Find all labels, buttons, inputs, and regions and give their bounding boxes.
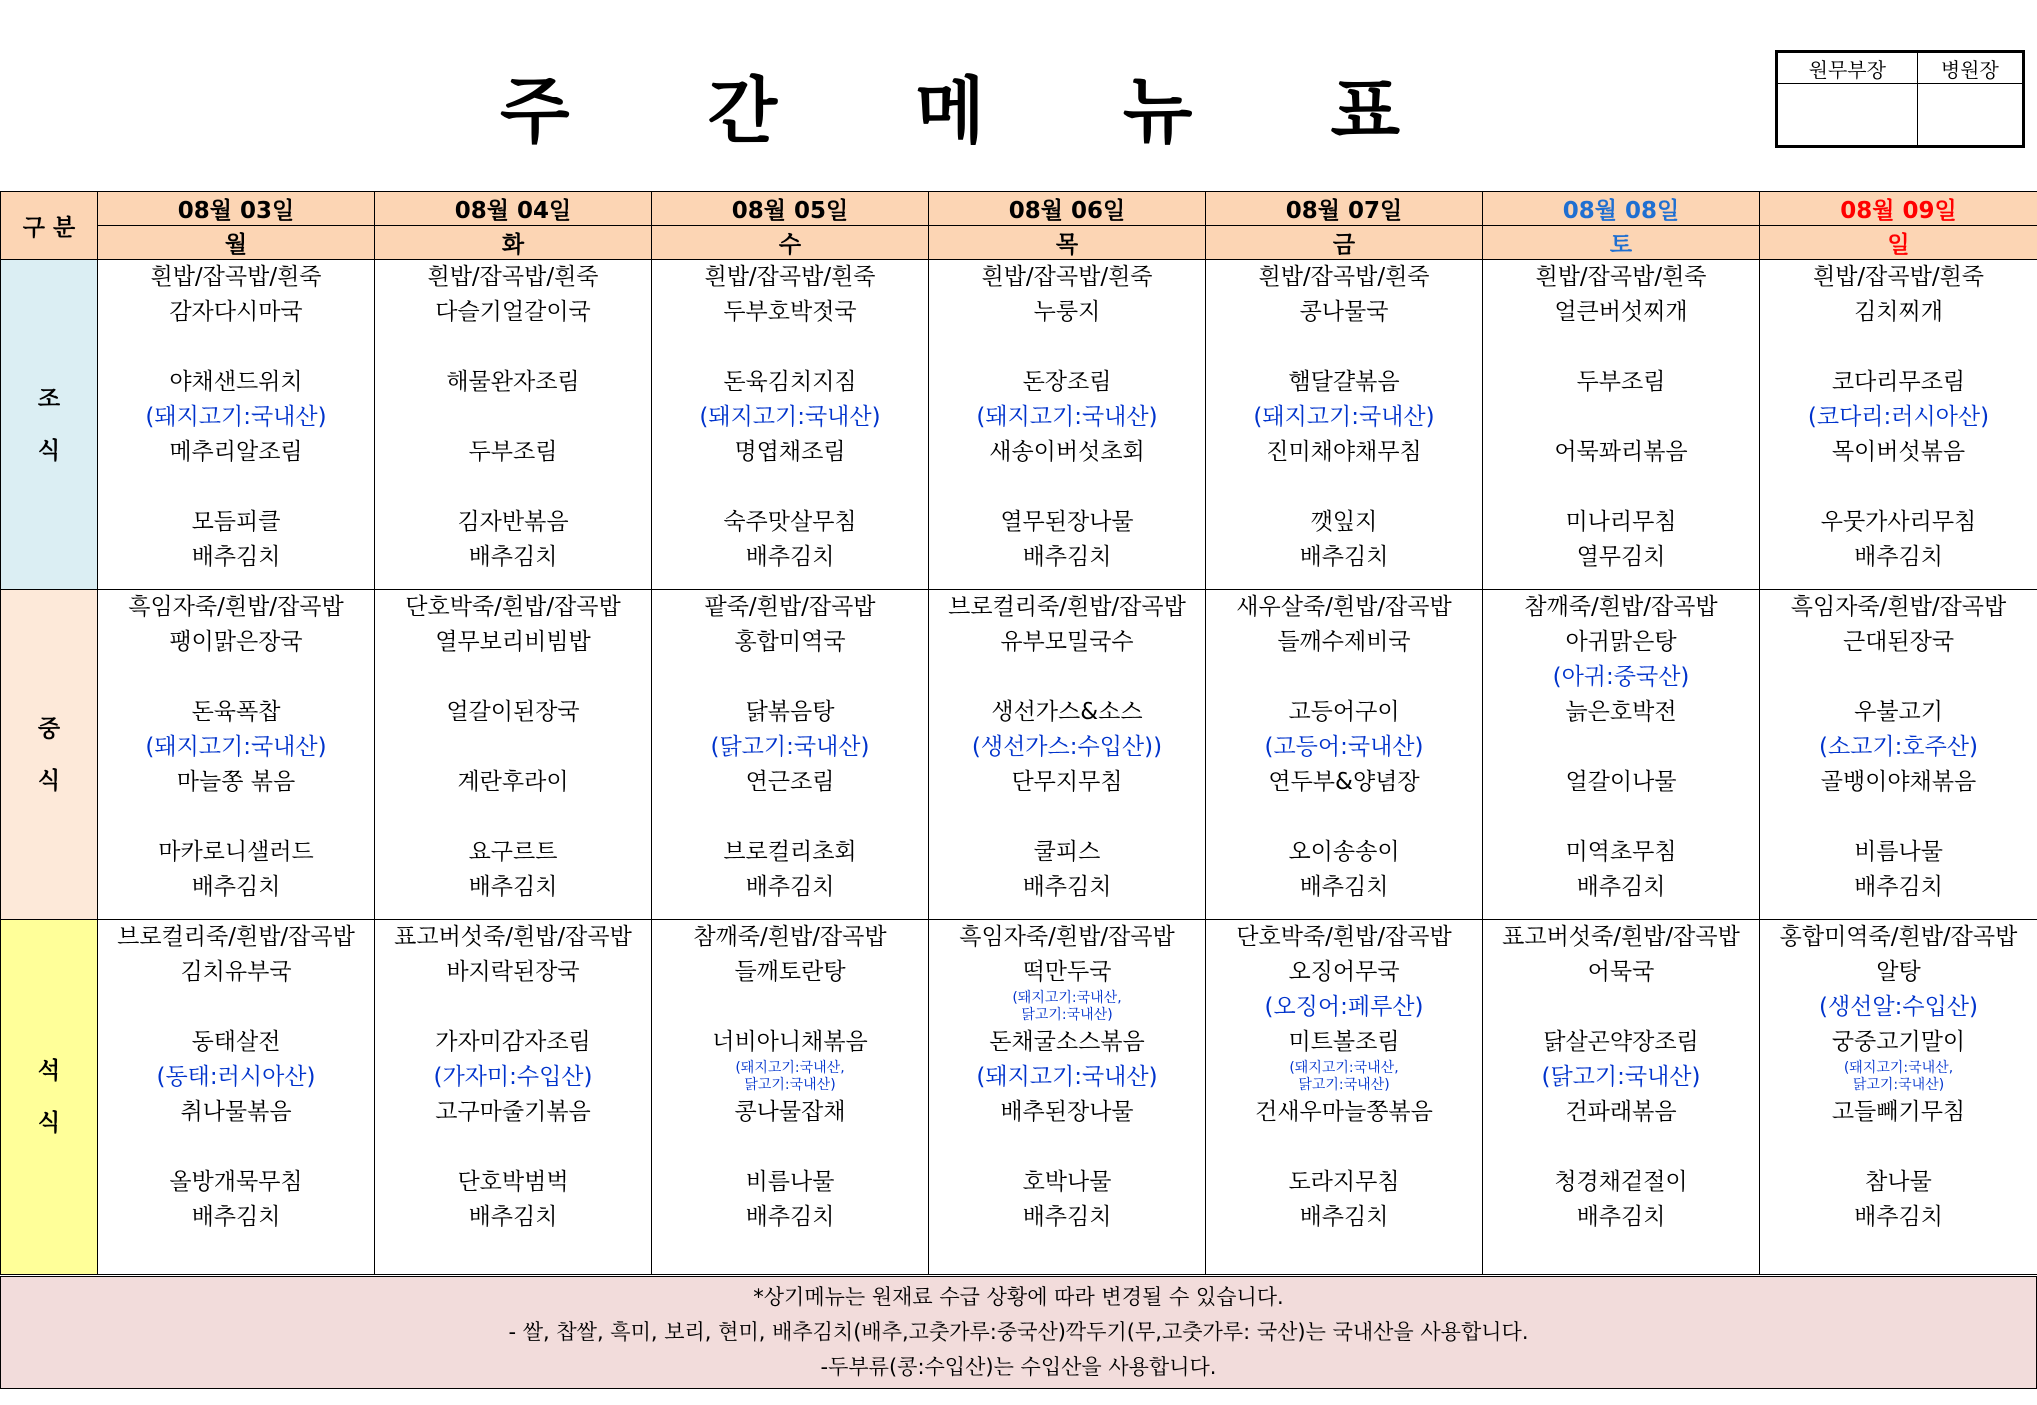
- menu-item: 햄달걀볶음: [1288, 369, 1400, 395]
- menu-item: 배추김치: [1299, 544, 1389, 570]
- menu-cell: [1760, 590, 2037, 920]
- menu-item: 흰밥/잡곡밥/흰죽: [1258, 264, 1430, 290]
- menu-item: 새송이버섯초회: [989, 439, 1145, 465]
- menu-item: 돈장조림: [1022, 369, 1112, 395]
- menu-item: 흰밥/잡곡밥/흰죽: [704, 264, 876, 290]
- title-char: 주: [500, 69, 570, 153]
- menu-item: 취나물볶음: [180, 1099, 292, 1125]
- day-weekday: 화: [375, 226, 652, 260]
- menu-cell: [652, 590, 929, 920]
- footer-notes: [0, 1276, 2037, 1389]
- menu-cell: [1483, 260, 1760, 590]
- approval-label-1: 원무부장: [1777, 52, 1918, 84]
- menu-item: 단호박죽/흰밥/잡곡밥: [405, 594, 621, 620]
- menu-item: 참나물: [1865, 1169, 1932, 1195]
- menu-item: 코다리무조림: [1831, 369, 1966, 395]
- footer-note: - 쌀, 찹쌀, 흑미, 보리, 현미, 배추김치(배추,고춧가루:중국산)깍두기(무,고춧가루: 국산)는 국내산을 사용합니다.: [508, 1320, 1529, 1344]
- menu-cell: [929, 920, 1206, 1275]
- menu-item: 배추김치: [468, 874, 558, 900]
- menu-item: 연근조림: [745, 769, 835, 795]
- menu-item: 배추김치: [745, 1204, 835, 1230]
- menu-item: 참깨죽/흰밥/잡곡밥: [1524, 594, 1718, 620]
- menu-item: 도라지무침: [1288, 1169, 1400, 1195]
- menu-item: 얼갈이나물: [1565, 769, 1677, 795]
- origin-note: (돼지고기:국내산): [145, 734, 327, 760]
- menu-item: 브로컬리초회: [723, 839, 857, 865]
- menu-cell: [98, 260, 375, 590]
- menu-cell: [98, 920, 375, 1275]
- menu-item: 떡만두국: [1022, 959, 1112, 985]
- menu-item: 두부조림: [1576, 369, 1666, 395]
- menu-item: 요구르트: [468, 839, 558, 865]
- menu-cell: [375, 260, 652, 590]
- menu-item: 열무김치: [1576, 544, 1666, 570]
- origin-note: (동태:러시아산): [156, 1064, 316, 1090]
- day-date: 08월 06일: [929, 192, 1206, 226]
- meal-row: [1, 590, 2037, 920]
- menu-item: 배추김치: [1022, 544, 1112, 570]
- meal-label-char: 조: [37, 385, 61, 412]
- day-weekday: 토: [1483, 226, 1760, 260]
- title-char: 메: [915, 69, 985, 153]
- menu-cell: [375, 920, 652, 1275]
- meal-label: [1, 920, 98, 1275]
- origin-note: (닭고기:국내산): [710, 734, 870, 760]
- menu-cell: [375, 590, 652, 920]
- menu-cell: [652, 920, 929, 1275]
- menu-item: 참깨죽/흰밥/잡곡밥: [693, 924, 887, 950]
- menu-item: 우불고기: [1854, 699, 1943, 725]
- day-date: 08월 04일: [375, 192, 652, 226]
- menu-item: 팽이맑은장국: [169, 629, 303, 655]
- header-weekday-row: [1, 226, 2037, 260]
- origin-note: 닭고기:국내산): [1021, 1007, 1113, 1023]
- menu-item: 열무된장나물: [1000, 509, 1134, 535]
- origin-note: (돼지고기:국내산,: [1843, 1060, 1954, 1076]
- origin-note: (돼지고기:국내산): [976, 404, 1158, 430]
- meal-label-char: 중: [37, 715, 61, 742]
- menu-item: 명엽채조림: [734, 439, 846, 465]
- origin-note: 닭고기:국내산): [744, 1077, 836, 1093]
- menu-item: 브로컬리죽/흰밥/잡곡밥: [948, 594, 1186, 620]
- menu-item: 배추김치: [191, 1204, 281, 1230]
- menu-item: 해물완자조림: [446, 369, 580, 395]
- menu-item: 단호박범벅: [457, 1169, 569, 1195]
- menu-item: 건새우마늘쫑볶음: [1255, 1099, 1433, 1125]
- menu-item: 얼큰버섯찌개: [1554, 299, 1688, 325]
- day-date: 08월 05일: [652, 192, 929, 226]
- title-char: 표: [1330, 69, 1400, 153]
- menu-item: 배추김치: [191, 874, 281, 900]
- meal-label-char: 석: [37, 1058, 61, 1084]
- origin-note: 닭고기:국내산): [1852, 1077, 1945, 1093]
- menu-cell: [652, 260, 929, 590]
- approval-label-2: 병원장: [1917, 52, 2023, 84]
- menu-item: 다슬기얼갈이국: [435, 299, 591, 325]
- menu-item: 김자반볶음: [457, 509, 569, 535]
- menu-cell: [1206, 260, 1483, 590]
- menu-item: 계란후라이: [457, 769, 569, 795]
- day-weekday: 월: [98, 226, 375, 260]
- menu-item: 배추김치: [1299, 874, 1389, 900]
- menu-item: 바지락된장국: [446, 959, 580, 985]
- meal-label: [1, 590, 98, 920]
- gubun-header: 구 분: [1, 192, 98, 260]
- menu-item: 흑임자죽/흰밥/잡곡밥: [128, 594, 344, 620]
- menu-item: 흰밥/잡곡밥/흰죽: [427, 264, 599, 290]
- menu-item: 우뭇가사리무침: [1820, 509, 1977, 535]
- menu-item: 알탕: [1876, 959, 1921, 985]
- day-weekday: 금: [1206, 226, 1483, 260]
- menu-item: 메추리알조림: [169, 439, 303, 465]
- menu-item: 목이버섯볶음: [1831, 439, 1966, 465]
- menu-item: 연두부&양념장: [1268, 769, 1420, 795]
- header-date-row: [1, 192, 2037, 226]
- menu-item: 들깨수제비국: [1277, 629, 1411, 655]
- menu-item: 배추김치: [468, 544, 558, 570]
- menu-item: 김치찌개: [1854, 299, 1943, 325]
- menu-item: 호박나물: [1022, 1169, 1112, 1195]
- menu-item: 유부모밀국수: [1000, 629, 1134, 655]
- weekly-menu-table: [0, 191, 2037, 1275]
- meal-label-char: 식: [37, 767, 61, 794]
- menu-item: 고등어구이: [1288, 699, 1400, 725]
- menu-item: 야채샌드위치: [169, 369, 303, 395]
- origin-note: 닭고기:국내산): [1298, 1077, 1390, 1093]
- day-date: 08월 03일: [98, 192, 375, 226]
- menu-item: 배추김치: [745, 874, 835, 900]
- menu-item: 배추김치: [1022, 874, 1112, 900]
- menu-item: 얼갈이된장국: [446, 699, 580, 725]
- menu-cell: [98, 590, 375, 920]
- menu-item: 미나리무침: [1565, 509, 1677, 535]
- origin-note: (생선가스:수입산)): [971, 734, 1163, 760]
- menu-item: 어묵국: [1587, 959, 1655, 985]
- menu-item: 건파래볶음: [1565, 1099, 1677, 1125]
- menu-cell: [929, 260, 1206, 590]
- menu-item: 근대된장국: [1842, 629, 1955, 655]
- menu-item: 배추된장나물: [1000, 1099, 1134, 1125]
- menu-item: 고들빼기무침: [1831, 1099, 1966, 1125]
- menu-item: 열무보리비빔밥: [435, 629, 591, 655]
- menu-cell: [1206, 590, 1483, 920]
- origin-note: (돼지고기:국내산): [1253, 404, 1435, 430]
- footer-note: *상기메뉴는 원재료 수급 상황에 따라 변경될 수 있습니다.: [753, 1285, 1284, 1309]
- menu-item: 닭볶음탕: [745, 699, 835, 725]
- menu-cell: [1483, 590, 1760, 920]
- meal-label-char: 식: [37, 437, 61, 464]
- origin-note: (돼지고기:국내산): [699, 404, 881, 430]
- menu-cell: [1483, 920, 1760, 1275]
- approval-box: [1775, 50, 2025, 148]
- origin-note: (생선알:수입산): [1818, 994, 1978, 1020]
- menu-item: 어묵꽈리볶음: [1554, 439, 1688, 465]
- menu-item: 배추김치: [191, 544, 281, 570]
- title-char: 뉴: [1122, 69, 1193, 153]
- menu-item: 닭살곤약장조림: [1543, 1029, 1699, 1055]
- menu-item: 오징어무국: [1288, 959, 1400, 985]
- menu-item: 돈채굴소스볶음: [989, 1029, 1145, 1055]
- menu-item: 누룽지: [1033, 299, 1101, 325]
- menu-item: 올방개묵무침: [169, 1169, 303, 1195]
- menu-item: 브로컬리죽/흰밥/잡곡밥: [117, 924, 355, 950]
- menu-item: 미역초무침: [1565, 839, 1677, 865]
- menu-item: 생선가스&소스: [991, 699, 1143, 725]
- menu-item: 가자미감자조림: [435, 1029, 591, 1055]
- menu-item: 배추김치: [1854, 874, 1943, 900]
- menu-item: 팥죽/흰밥/잡곡밥: [704, 594, 876, 620]
- menu-item: 늙은호박전: [1565, 699, 1677, 725]
- menu-item: 흰밥/잡곡밥/흰죽: [1535, 264, 1707, 290]
- menu-item: 표고버섯죽/흰밥/잡곡밥: [1502, 924, 1740, 950]
- menu-item: 모듬피클: [191, 509, 281, 535]
- menu-item: 미트볼조림: [1288, 1029, 1400, 1055]
- origin-note: (돼지고기:국내산,: [1012, 990, 1122, 1006]
- menu-item: 배추김치: [745, 544, 835, 570]
- origin-note: (소고기:호주산): [1818, 734, 1978, 760]
- menu-item: 배추김치: [1299, 1204, 1389, 1230]
- origin-note: (코다리:러시아산): [1807, 404, 1990, 430]
- origin-note: (돼지고기:국내산): [145, 404, 327, 430]
- meal-label-char: 식: [37, 1110, 61, 1136]
- menu-item: 마늘쫑 볶음: [176, 769, 296, 795]
- footer-note: -두부류(콩:수입산)는 수입산을 사용합니다.: [820, 1355, 1217, 1379]
- origin-note: (돼지고기:국내산,: [1289, 1060, 1399, 1076]
- title-char: 간: [707, 69, 778, 153]
- menu-item: 들깨토란탕: [734, 959, 846, 985]
- origin-note: (닭고기:국내산): [1541, 1064, 1701, 1090]
- meal-label: [1, 260, 98, 590]
- menu-item: 오이송송이: [1288, 839, 1400, 865]
- origin-note: (오징어:페루산): [1264, 994, 1424, 1020]
- menu-item: 마카로니샐러드: [158, 839, 314, 865]
- menu-item: 홍합미역죽/흰밥/잡곡밥: [1779, 924, 2018, 950]
- menu-item: 단무지무침: [1011, 769, 1123, 795]
- menu-item: 흑임자죽/흰밥/잡곡밥: [959, 924, 1175, 950]
- menu-cell: [1206, 920, 1483, 1275]
- approval-sign-2[interactable]: [1917, 84, 2023, 147]
- day-date: 08월 09일: [1760, 192, 2037, 226]
- menu-item: 진미채야채무침: [1266, 439, 1422, 465]
- day-date: 08월 08일: [1483, 192, 1760, 226]
- day-weekday: 수: [652, 226, 929, 260]
- menu-item: 쿨피스: [1033, 839, 1101, 865]
- origin-note: (아귀:중국산): [1552, 664, 1690, 690]
- menu-item: 두부호박젓국: [723, 299, 857, 325]
- day-weekday: 일: [1760, 226, 2037, 260]
- menu-item: 감자다시마국: [169, 299, 303, 325]
- menu-item: 배추김치: [1022, 1204, 1112, 1230]
- page-title: [500, 55, 1400, 155]
- origin-note: (돼지고기:국내산): [976, 1064, 1158, 1090]
- menu-cell: [1760, 920, 2037, 1275]
- day-date: 08월 07일: [1206, 192, 1483, 226]
- menu-item: 아귀맑은탕: [1565, 629, 1677, 655]
- menu-item: 돈육김치지짐: [723, 369, 857, 395]
- day-weekday: 목: [929, 226, 1206, 260]
- menu-item: 배추김치: [1854, 1204, 1943, 1230]
- menu-item: 너비아니채볶음: [712, 1029, 868, 1055]
- menu-item: 홍합미역국: [734, 629, 846, 655]
- menu-item: 동태살전: [191, 1029, 281, 1055]
- menu-item: 흑임자죽/흰밥/잡곡밥: [1790, 594, 2007, 620]
- meal-row: [1, 260, 2037, 590]
- menu-item: 깻잎지: [1310, 509, 1378, 535]
- origin-note: (돼지고기:국내산,: [735, 1060, 845, 1076]
- menu-item: 배추김치: [1854, 544, 1943, 570]
- menu-item: 고구마줄기볶음: [435, 1099, 591, 1125]
- menu-item: 표고버섯죽/흰밥/잡곡밥: [394, 924, 632, 950]
- menu-item: 김치유부국: [180, 959, 292, 985]
- menu-item: 돈육폭찹: [191, 699, 281, 725]
- menu-item: 단호박죽/흰밥/잡곡밥: [1236, 924, 1452, 950]
- menu-item: 궁중고기말이: [1831, 1029, 1966, 1055]
- menu-item: 흰밥/잡곡밥/흰죽: [1812, 264, 1985, 290]
- menu-item: 흰밥/잡곡밥/흰죽: [150, 264, 322, 290]
- meal-row: [1, 920, 2037, 1275]
- menu-item: 배추김치: [468, 1204, 558, 1230]
- origin-note: (고등어:국내산): [1264, 734, 1424, 760]
- menu-item: 배추김치: [1576, 1204, 1666, 1230]
- menu-item: 흰밥/잡곡밥/흰죽: [981, 264, 1153, 290]
- menu-item: 새우살죽/흰밥/잡곡밥: [1236, 594, 1452, 620]
- approval-sign-1[interactable]: [1777, 84, 1918, 147]
- menu-item: 콩나물국: [1299, 299, 1389, 325]
- menu-item: 배추김치: [1576, 874, 1666, 900]
- menu-item: 콩나물잡채: [734, 1099, 846, 1125]
- menu-cell: [929, 590, 1206, 920]
- menu-item: 비름나물: [745, 1169, 835, 1195]
- menu-item: 숙주맛살무침: [723, 509, 857, 535]
- menu-cell: [1760, 260, 2037, 590]
- menu-item: 비름나물: [1854, 839, 1943, 865]
- menu-item: 두부조림: [468, 439, 558, 465]
- menu-item: 골뱅이야채볶음: [1820, 769, 1977, 795]
- origin-note: (가자미:수입산): [433, 1064, 593, 1090]
- menu-item: 청경채겉절이: [1554, 1169, 1688, 1195]
